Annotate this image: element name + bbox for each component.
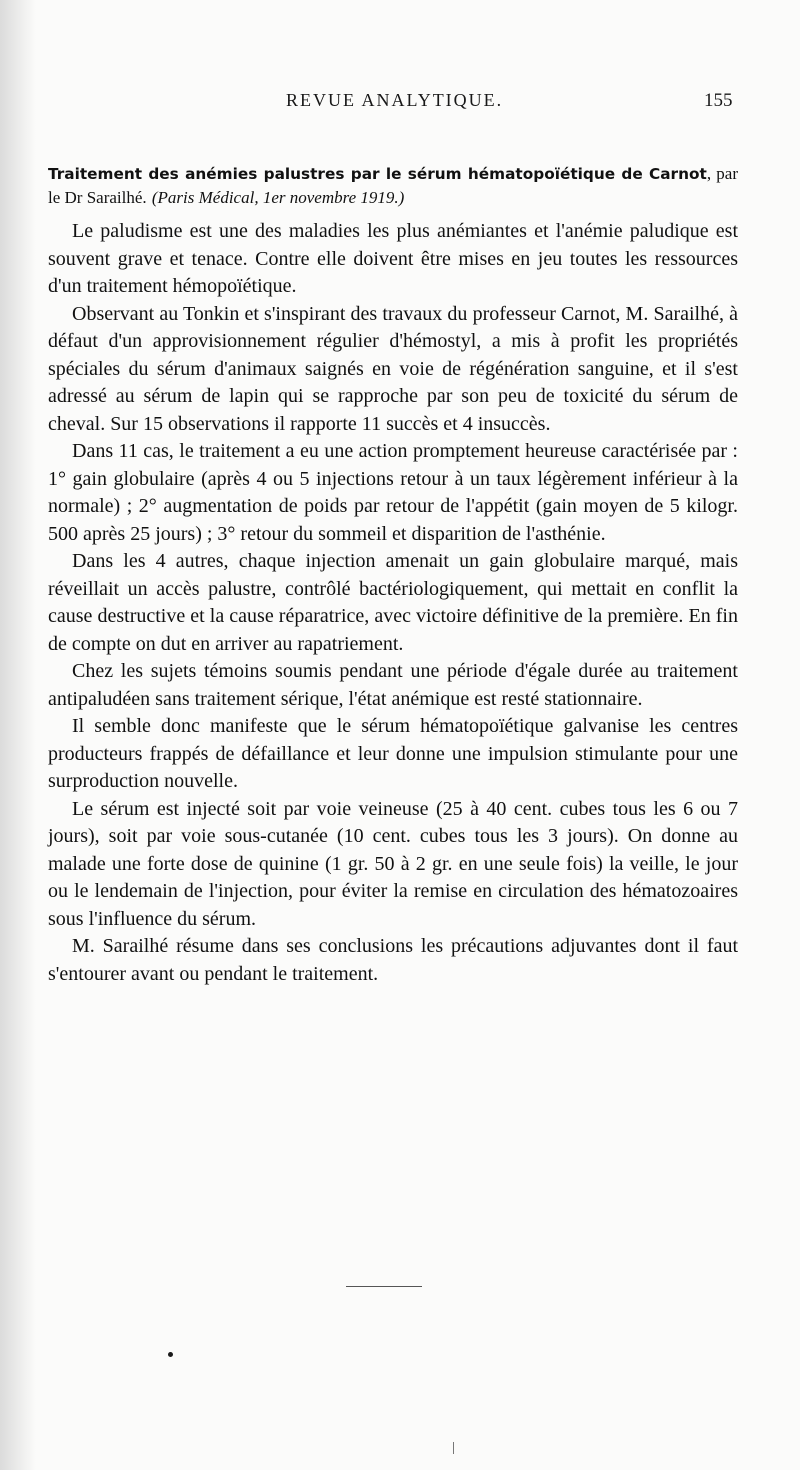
paragraph: Le sérum est injecté soit par voie veineuse (25 à 40 cent. cubes tous les 6 ou 7 jours), soit par voie sous-cutanée (10 cent. cubes tous les 3 jours). On donne au malade une forte dose de quinine (1 gr. 50 à 2 gr. en une seule fois) la veille, le jour ou le lendemain de l'injection, pour éviter la remise en circulation des hématozoaires sous l'influence du sérum.	[48, 797, 738, 930]
page-number: 155	[704, 90, 733, 111]
paragraph: Il semble donc manifeste que le sérum hématopoïétique galvanise les centres producteurs frappés de défaillance et leur donne une impulsion stimulante pour une surproduction nouvelle.	[48, 715, 738, 792]
article-byline: , par le Dr Sarailhé.	[48, 164, 738, 207]
ink-spot	[168, 1352, 173, 1357]
paragraph: Le paludisme est une des maladies les plus anémiantes et l'anémie paludique est souvent grave et tenace. Contre elle doivent être mises en jeu toutes les ressources d'un traitement hémopoïétique.	[48, 220, 738, 297]
running-header: REVUE ANALYTIQUE.	[286, 90, 504, 110]
ink-mark	[453, 1442, 454, 1454]
page-edge-shadow	[0, 0, 36, 1470]
paragraph: Chez les sujets témoins soumis pendant une période d'égale durée au traitement antipaludéen sans traitement sérique, l'état anémique est resté stationnaire.	[48, 660, 738, 710]
paragraph: Dans 11 cas, le traitement a eu une action promptement heureuse caractérisée par : 1° gain globulaire (après 4 ou 5 injections retour à un taux légèrement inférieur à la normale) ; 2° augmentation de poids par retour de l'appétit (gain moyen de 5 kilogr. 500 après 25 jours) ; 3° retour du sommeil et disparition de l'asthénie.	[48, 440, 738, 545]
article-source: (Paris Médical, 1er novembre 1919.)	[151, 188, 405, 207]
paragraph: M. Sarailhé résume dans ses conclusions les précautions adjuvantes dont il faut s'entourer avant ou pendant le traitement.	[48, 935, 738, 985]
article-heading	[48, 162, 738, 210]
article	[48, 162, 738, 988]
paragraph: Dans les 4 autres, chaque injection amenait un gain globulaire marqué, mais réveillait un accès palustre, contrôlé bactériologiquement, qui mettait en conflit la cause destructive et la cause réparatrice, avec victoire définitive de la première. En fin de compte on dut en arriver au rapatriement.	[48, 550, 738, 655]
section-divider	[346, 1286, 422, 1287]
article-title: Traitement des anémies palustres par le sérum hématopoïétique de Carnot	[48, 165, 707, 183]
paragraph: Observant au Tonkin et s'inspirant des travaux du professeur Carnot, M. Sarailhé, à défaut d'un approvisionnement régulier d'hémostyl, a mis à profit les propriétés spéciales du sérum d'animaux saignés en voie de régénération sanguine, et il s'est adressé au sérum de lapin qui se rapproche par son peu de toxicité du sérum de cheval. Sur 15 observations il rapporte 11 succès et 4 insuccès.	[48, 302, 738, 435]
